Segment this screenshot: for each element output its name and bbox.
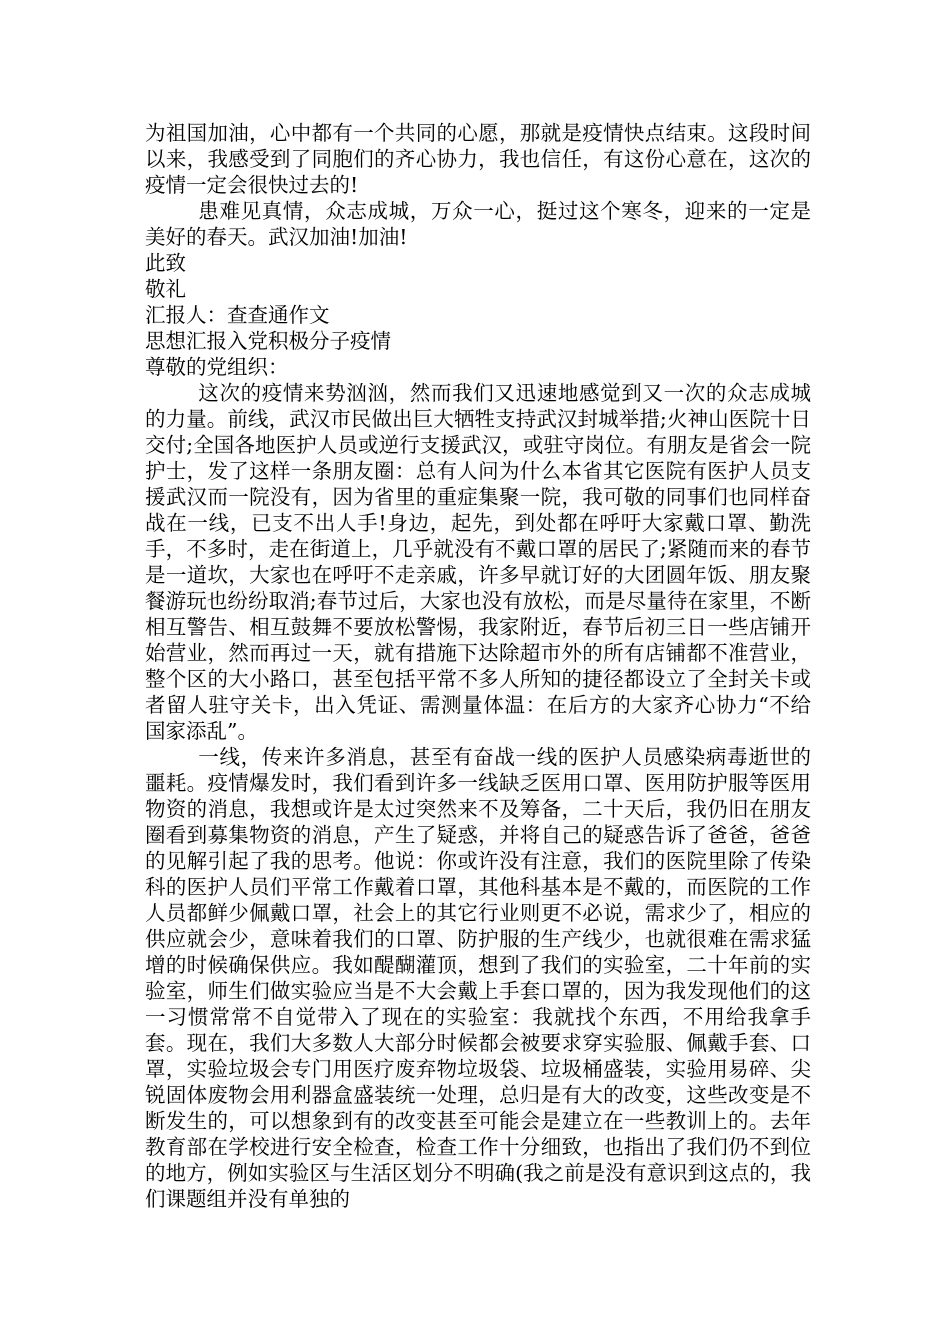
paragraph-wuhan-cheer: 患难见真情，众志成城，万众一心，挺过这个寒冬，迎来的一定是美好的春天。武汉加油!加油! bbox=[145, 199, 811, 249]
second-report-title: 思想汇报入党积极分子疫情 bbox=[145, 329, 391, 353]
closing-salutation-cizhi: 此致 bbox=[145, 251, 186, 275]
paragraph-frontline-supplies: 一线，传来许多消息，甚至有奋战一线的医护人员感染病毒逝世的噩耗。疫情爆发时，我们看到许多一线缺乏医用口罩、医用防护服等医用物资的消息，我想或许是太过突然来不及筹备，二十天后，我仍旧在朋友圈看到募集物资的消息，产生了疑惑，并将自己的疑惑告诉了爸爸，爸爸的见解引起了我的思考。他说：你或许没有注意，我们的医院里除了传染科的医护人员们平常工作戴着口罩，其他科基本是不戴的，而医院的工作人员都鲜少佩戴口罩，社会上的其它行业则更不必说，需求少了，相应的供应就会少，意味着我们的口罩、防护服的生产线少，也就很难在需求猛增的时候确保供应。我如醍醐灌顶，想到了我们的实验室，二十年前的实验室，师生们做实验应当是不大会戴上手套口罩的，因为我发现他们的这一习惯常常不自觉带入了现在的实验室：我就找个东西，不用给我拿手套。现在，我们大多数人大部分时候都会被要求穿实验服、佩戴手套、口罩，实验垃圾会专门用医疗废弃物垃圾袋、垃圾桶盛装，实验用易碎、尖锐固体废物会用利器盒盛装统一处理，总归是有大的改变，这些改变是不断发生的，可以想象到有的改变甚至可能会是建立在一些教训上的。去年教育部在学校进行安全检查，检查工作十分细致，也指出了我们仍不到位的地方，例如实验区与生活区划分不明确(我之前是没有意识到这点的，我们课题组并没有单独的 bbox=[145, 745, 811, 1211]
document-page bbox=[145, 120, 811, 1212]
closing-salutation-jingli: 敬礼 bbox=[145, 277, 186, 301]
greeting-party-organization: 尊敬的党组织： bbox=[145, 355, 289, 379]
paragraph-epidemic-unity: 这次的疫情来势汹汹，然而我们又迅速地感觉到又一次的众志成城的力量。前线，武汉市民做出巨大牺牲支持武汉封城举措;火神山医院十日交付;全国各地医护人员或逆行支援武汉，或驻守岗位。有朋友是省会一院护士，发了这样一条朋友圈：总有人问为什么本省其它医院有医护人员支援武汉而一院没有，因为省里的重症集聚一院，我可敬的同事们也同样奋战在一线，已支不出人手!身边，起先，到处都在呼吁大家戴口罩、勤洗手，不多时，走在街道上，几乎就没有不戴口罩的居民了;紧随而来的春节是一道坎，大家也在呼吁不走亲戚，许多早就订好的大团圆年饭、朋友聚餐游玩也纷纷取消;春节过后，大家也没有放松，而是尽量待在家里，不断相互警告、相互鼓舞不要放松警惕，我家附近，春节后初三日一些店铺开始营业，然而再过一天，就有措施下达除超市外的所有店铺都不准营业，整个区的大小路口，甚至包括平常不多人所知的捷径都设立了全封关卡或者留人驻守关卡，出入凭证、需测量体温：在后方的大家齐心协力“不给国家添乱”。 bbox=[145, 381, 811, 743]
paragraph-continued-opening: 为祖国加油，心中都有一个共同的心愿，那就是疫情快点结束。这段时间以来，我感受到了同胞们的齐心协力，我也信任，有这份心意在，这次的疫情一定会很快过去的! bbox=[145, 121, 811, 197]
reporter-signature: 汇报人：查查通作文 bbox=[145, 303, 330, 327]
